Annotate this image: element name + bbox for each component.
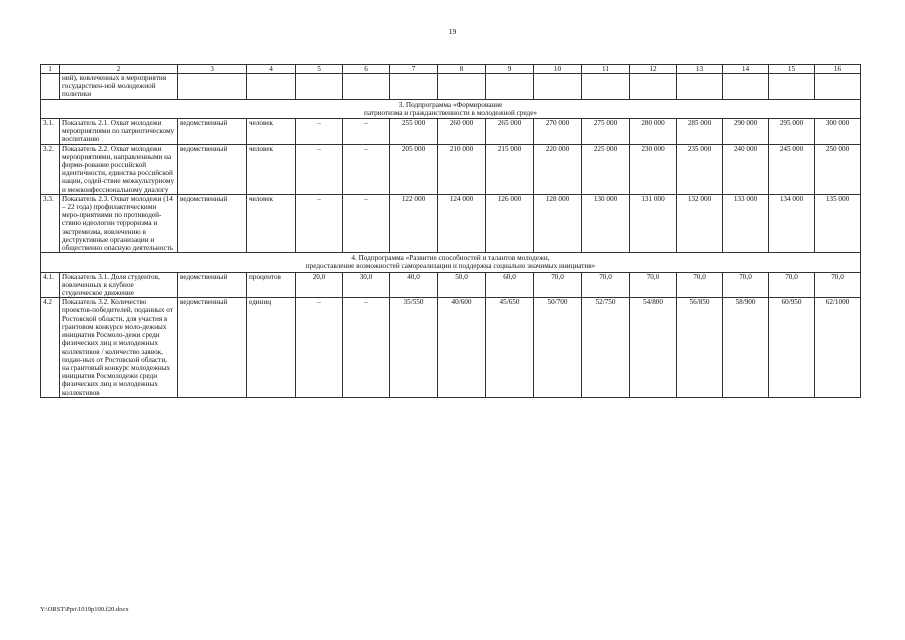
subprogram-heading-row: [41, 99, 861, 118]
value-cell: –: [343, 298, 390, 397]
subprogram-title-line: 3. Подпрограмма «Формирование: [398, 100, 503, 109]
row-number-cell: 3.2.: [41, 144, 60, 194]
value-cell: 240 000: [723, 144, 769, 194]
unit-cell: процентов: [247, 272, 296, 298]
empty-cell: [582, 74, 630, 100]
empty-cell: [296, 74, 343, 100]
value-cell: 134 000: [769, 194, 815, 252]
value-cell: 255 000: [390, 119, 438, 145]
unit-cell: человек: [247, 194, 296, 252]
value-cell: 40/600: [438, 298, 486, 397]
col-number: 5: [296, 65, 343, 74]
table-row: [41, 194, 861, 252]
row-number-cell: [41, 74, 60, 100]
value-cell: 60,0: [486, 272, 534, 298]
indicator-cell: Показатель 3.2. Количество проектов-победителей, поданных от Ростовской области, для участия в грантовом конкурсе моло-дежных инициатив Росмоло-дежи среди физических лиц и молодежных коллективов / количество заявок, подан-ных от Ростовской области, на грантовый конкурс молодежных инициатив Росмолодежи среди физических лиц и молодежных коллективов: [60, 298, 178, 397]
value-cell: 124 000: [438, 194, 486, 252]
value-cell: 131 000: [630, 194, 677, 252]
col-number: 7: [390, 65, 438, 74]
value-cell: 122 000: [390, 194, 438, 252]
col-number: 16: [815, 65, 861, 74]
indicator-cell: Показатель 3.1. Доля студентов, вовлеченных в клубное студенческое движение: [60, 272, 178, 298]
subprogram-title-line: патриотизма и гражданственности в молодежной среде»: [363, 108, 537, 117]
indicator-cell: Показатель 2.3. Охват молодежи (14 – 22 года) профилактическими меро-приятиями по противодей-ствию идеологии терроризма и экстремизма, вовлечению в деструктивные организации и общественно опасную деятельность: [60, 194, 178, 252]
table-row: [41, 272, 861, 298]
empty-cell: [723, 74, 769, 100]
col-number: 2: [60, 65, 178, 74]
value-cell: 70,0: [723, 272, 769, 298]
value-cell: 126 000: [486, 194, 534, 252]
unit-cell: единиц: [247, 298, 296, 397]
empty-cell: [178, 74, 247, 100]
indicator-type-cell: ведомственный: [178, 144, 247, 194]
value-cell: 130 000: [582, 194, 630, 252]
row-number-cell: 3.3.: [41, 194, 60, 252]
value-cell: 58/900: [723, 298, 769, 397]
value-cell: 50/700: [534, 298, 582, 397]
value-cell: 205 000: [390, 144, 438, 194]
value-cell: 275 000: [582, 119, 630, 145]
value-cell: 133 000: [723, 194, 769, 252]
value-cell: –: [343, 144, 390, 194]
empty-cell: [486, 74, 534, 100]
value-cell: 132 000: [677, 194, 723, 252]
col-number: 8: [438, 65, 486, 74]
indicator-type-cell: ведомственный: [178, 194, 247, 252]
col-number: 3: [178, 65, 247, 74]
value-cell: 250 000: [815, 144, 861, 194]
col-number: 10: [534, 65, 582, 74]
subprogram-heading-row: [41, 253, 861, 272]
value-cell: 20,0: [296, 272, 343, 298]
value-cell: –: [296, 298, 343, 397]
value-cell: 70,0: [534, 272, 582, 298]
empty-cell: [630, 74, 677, 100]
value-cell: 54/800: [630, 298, 677, 397]
value-cell: 70,0: [815, 272, 861, 298]
value-cell: 135 000: [815, 194, 861, 252]
value-cell: –: [343, 194, 390, 252]
indicator-cell: Показатель 2.1. Охват молодежи мероприятиями по патриотическому воспитанию: [60, 119, 178, 145]
empty-cell: [390, 74, 438, 100]
subprogram-title-line: предоставление возможностей самореализации и поддержка социально значимых инициатив»: [305, 262, 596, 271]
indicator-cell: Показатель 2.2. Охват молодежи мероприятиями, направленными на форми-рование российской идентичности, единства российской нации, содей-ствие межкультурному и межконфессиональному диалогу: [60, 144, 178, 194]
value-cell: 62/1000: [815, 298, 861, 397]
value-cell: 270 000: [534, 119, 582, 145]
col-number: 6: [343, 65, 390, 74]
value-cell: 225 000: [582, 144, 630, 194]
value-cell: 215 000: [486, 144, 534, 194]
indicator-type-cell: ведомственный: [178, 272, 247, 298]
col-number: 11: [582, 65, 630, 74]
table-row: [41, 119, 861, 145]
value-cell: 70,0: [769, 272, 815, 298]
empty-cell: [247, 74, 296, 100]
value-cell: 290 000: [723, 119, 769, 145]
value-cell: 128 000: [534, 194, 582, 252]
indicator-table: [40, 64, 861, 398]
value-cell: –: [296, 194, 343, 252]
value-cell: 210 000: [438, 144, 486, 194]
value-cell: 235 000: [677, 144, 723, 194]
unit-cell: человек: [247, 144, 296, 194]
value-cell: –: [296, 144, 343, 194]
row-number-cell: 4.1.: [41, 272, 60, 298]
empty-cell: [677, 74, 723, 100]
unit-cell: человек: [247, 119, 296, 145]
empty-cell: [815, 74, 861, 100]
value-cell: 50,0: [438, 272, 486, 298]
col-number: 1: [41, 65, 60, 74]
row-number-cell: 4.2: [41, 298, 60, 397]
value-cell: 70,0: [582, 272, 630, 298]
subprogram-title-line: 4. Подпрограмма «Развитие способностей и талантов молодежи,: [351, 254, 550, 263]
col-number: 9: [486, 65, 534, 74]
col-number: 13: [677, 65, 723, 74]
value-cell: 220 000: [534, 144, 582, 194]
table-row: [41, 144, 861, 194]
value-cell: 40,0: [390, 272, 438, 298]
value-cell: 52/750: [582, 298, 630, 397]
continuation-row: [41, 74, 861, 100]
value-cell: 45/650: [486, 298, 534, 397]
value-cell: 295 000: [769, 119, 815, 145]
value-cell: 30,0: [343, 272, 390, 298]
value-cell: 70,0: [677, 272, 723, 298]
subprogram-title: [41, 99, 861, 118]
value-cell: 60/950: [769, 298, 815, 397]
empty-cell: [534, 74, 582, 100]
empty-cell: [343, 74, 390, 100]
value-cell: 285 000: [677, 119, 723, 145]
page-number: 19: [448, 27, 457, 36]
value-cell: 70,0: [630, 272, 677, 298]
value-cell: 265 000: [486, 119, 534, 145]
row-number-cell: 3.1.: [41, 119, 60, 145]
value-cell: 230 000: [630, 144, 677, 194]
value-cell: 56/850: [677, 298, 723, 397]
value-cell: –: [343, 119, 390, 145]
value-cell: 260 000: [438, 119, 486, 145]
indicator-type-cell: ведомственный: [178, 119, 247, 145]
indicator-type-cell: ведомственный: [178, 298, 247, 397]
footer-file-path: Y:\ORST\Ppo\1019p100.f20.docx: [40, 606, 129, 613]
subprogram-title: [41, 253, 861, 272]
empty-cell: [438, 74, 486, 100]
col-number: 4: [247, 65, 296, 74]
table-row: [41, 298, 861, 397]
empty-cell: [769, 74, 815, 100]
value-cell: 35/550: [390, 298, 438, 397]
col-number: 12: [630, 65, 677, 74]
column-number-row: [41, 65, 861, 74]
indicator-cell: ний), вовлеченных в мероприятия государствен-ной молодежной политики: [60, 74, 178, 100]
col-number: 15: [769, 65, 815, 74]
col-number: 14: [723, 65, 769, 74]
value-cell: 245 000: [769, 144, 815, 194]
value-cell: 280 000: [630, 119, 677, 145]
value-cell: 300 000: [815, 119, 861, 145]
value-cell: –: [296, 119, 343, 145]
